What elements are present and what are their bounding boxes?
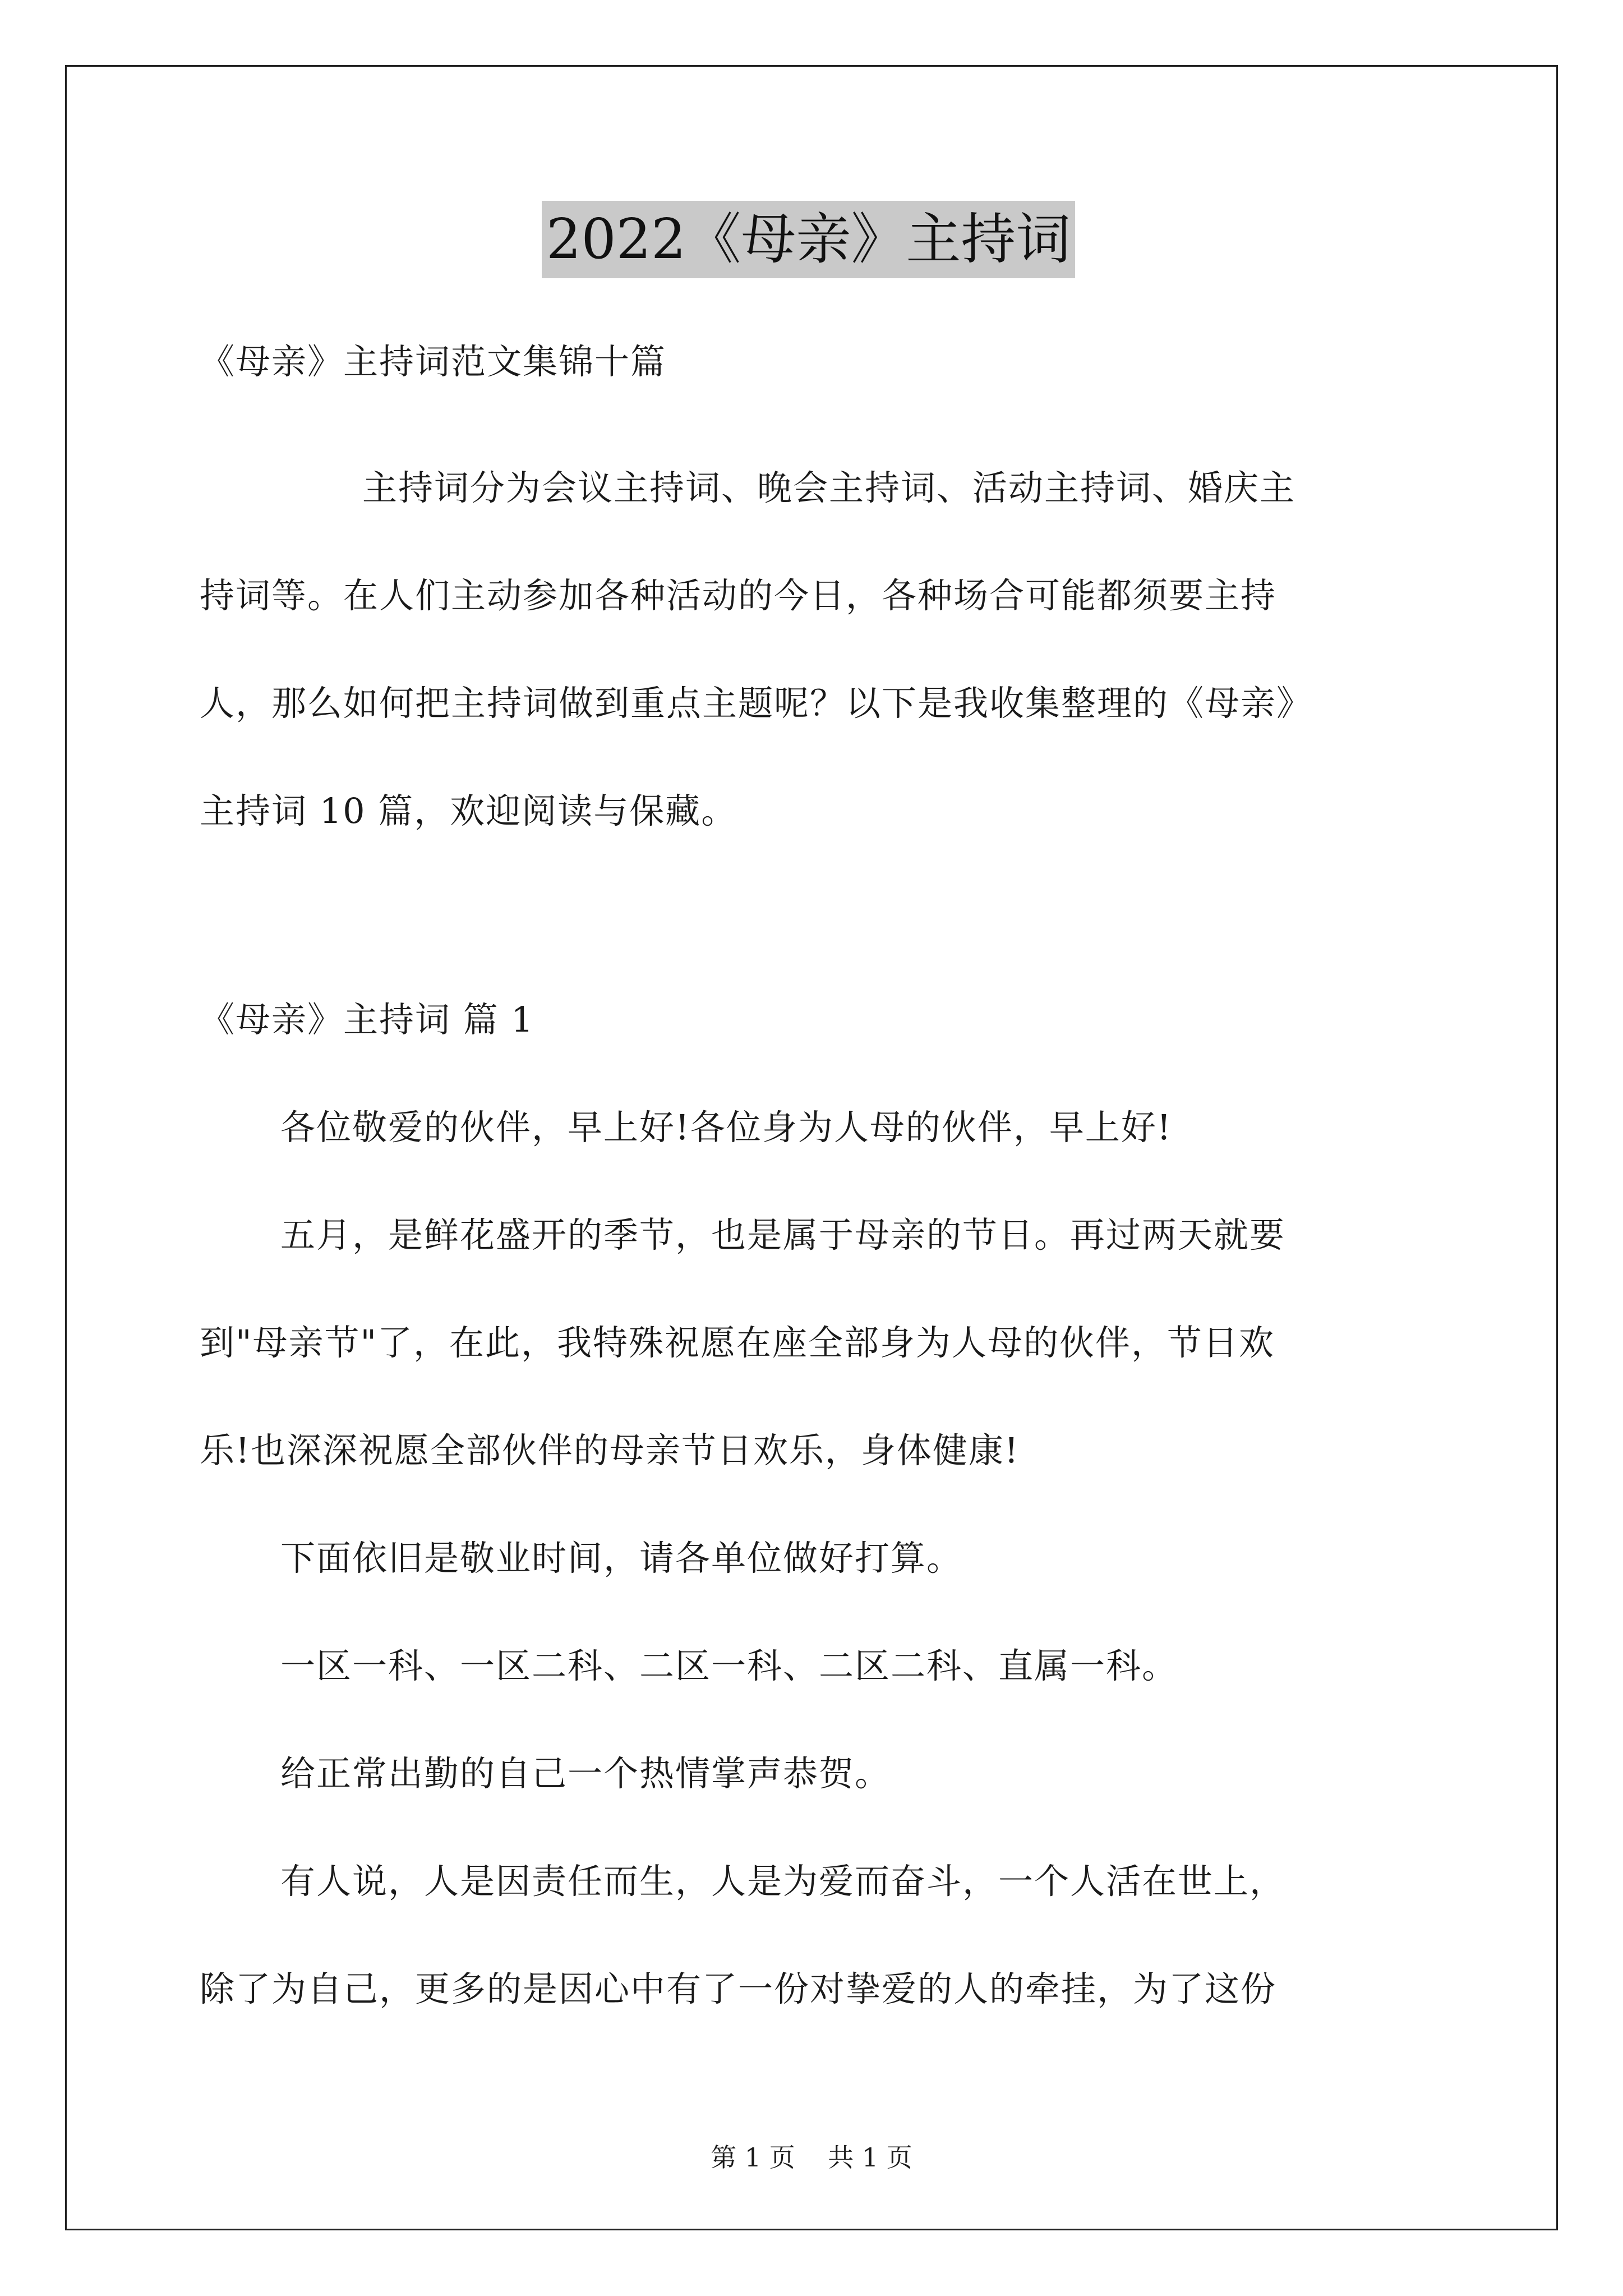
body-line: 各位敬爱的伙伴，早上好!各位身为人母的伙伴，早上好! (280, 1107, 1172, 1148)
intro-line: 主持词 10 篇，欢迎阅读与保藏。 (200, 790, 737, 831)
body-line: 乐!也深深祝愿全部伙伴的母亲节日欢乐，身体健康! (200, 1430, 1020, 1471)
body-line: 下面依旧是敬业时间，请各单位做好打算。 (280, 1538, 963, 1579)
body-line: 有人说，人是因责任而生，人是为爱而奋斗，一个人活在世上， (280, 1861, 1286, 1902)
body-line: 五月，是鲜花盛开的季节，也是属于母亲的节日。再过两天就要 (280, 1214, 1286, 1255)
body-line: 给正常出勤的自己一个热情掌声恭贺。 (280, 1753, 891, 1794)
page-footer: 第 1 页 共 1 页 (711, 2142, 912, 2173)
document-title: 2022《母亲》主持词 (542, 201, 1075, 278)
body-line: 除了为自己，更多的是因心中有了一份对挚爱的人的牵挂，为了这份 (200, 1968, 1277, 2009)
intro-line: 主持词分为会议主持词、晚会主持词、活动主持词、婚庆主 (362, 467, 1296, 508)
intro-line: 人，那么如何把主持词做到重点主题呢？以下是我收集整理的《母亲》 (200, 683, 1313, 724)
body-line: 到"母亲节"了，在此，我特殊祝愿在座全部身为人母的伙伴，节日欢 (200, 1322, 1275, 1363)
body-line: 一区一科、一区二科、二区一科、二区二科、直属一科。 (280, 1645, 1178, 1686)
document-subtitle: 《母亲》主持词范文集锦十篇 (200, 341, 667, 382)
intro-line: 持词等。在人们主动参加各种活动的今日，各种场合可能都须要主持 (200, 575, 1277, 616)
section-heading: 《母亲》主持词 篇 1 (200, 999, 534, 1040)
